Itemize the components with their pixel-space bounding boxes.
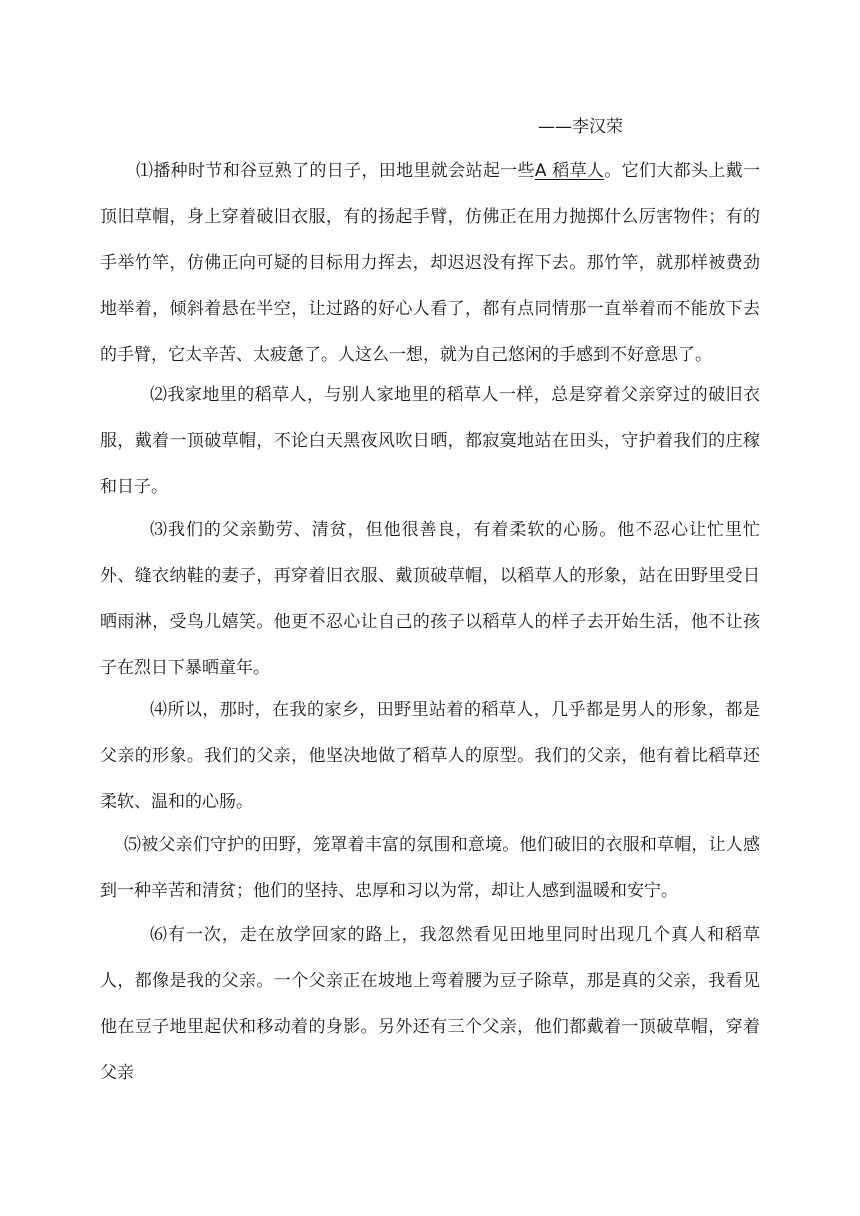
- paragraph-1-text-after: 。它们大都头上戴一顶旧草帽，身上穿着破旧衣服，有的扬起手臂，仿佛正在用力抛掷什么厉害物件；有的手举竹竿，仿佛正向可疑的目标用力挥去，却迟迟没有挥下去。那竹竿，就那样被费劲地举着，倾斜着悬在半空，让过路的好心人看了，都有点同情那一直举着而不能放下去的手臂，它太辛苦、太疲惫了。人这么一想，就为自己悠闲的手感到不好意思了。: [100, 161, 760, 365]
- paragraph-3: ⑶我们的父亲勤劳、清贫，但他很善良，有着柔软的心肠。他不忍心让忙里忙外、缝衣纳鞋的妻子，再穿着旧衣服、戴顶破草帽，以稻草人的形象，站在田野里受日晒雨淋，受鸟儿嬉笑。他更不忍心让自己的孩子以稻草人的样子去开始生活，他不让孩子在烈日下暴晒童年。: [100, 520, 760, 678]
- author-line: ——李汉荣: [538, 117, 623, 137]
- paragraph-4: ⑷所以，那时，在我的家乡，田野里站着的稻草人，几乎都是男人的形象，都是父亲的形象。我们的父亲，他坚决地做了稻草人的原型。我们的父亲，他有着比稻草还柔软、温和的心肠。: [100, 700, 760, 812]
- paragraph-6: ⑹有一次，走在放学回家的路上，我忽然看见田地里同时出现几个真人和稻草人，都像是我的父亲。一个父亲正在坡地上弯着腰为豆子除草，那是真的父亲，我看见他在豆子地里起伏和移动着的身影。另外还有三个父亲，他们都戴着一顶破草帽，穿着父亲: [100, 925, 760, 1083]
- paragraph-1: [100, 148, 760, 378]
- paragraph-5: ⑸被父亲们守护的田野，笼罩着丰富的氛围和意境。他们破旧的衣服和草帽，让人感到一种辛苦和清贫；他们的坚持、忠厚和习以为常，却让人感到温暖和安宁。: [100, 835, 760, 901]
- paragraph-1-text-before: ⑴播种时节和谷豆熟了的日子，田地里就会站起一些: [136, 161, 535, 181]
- underlined-term-scarecrow: A 稻草人: [534, 161, 605, 181]
- paragraph-2: ⑵我家地里的稻草人，与别人家地里的稻草人一样，总是穿着父亲穿过的破旧衣服，戴着一顶破草帽，不论白天黑夜风吹日晒，都寂寞地站在田头，守护着我们的庄稼和日子。: [100, 385, 760, 497]
